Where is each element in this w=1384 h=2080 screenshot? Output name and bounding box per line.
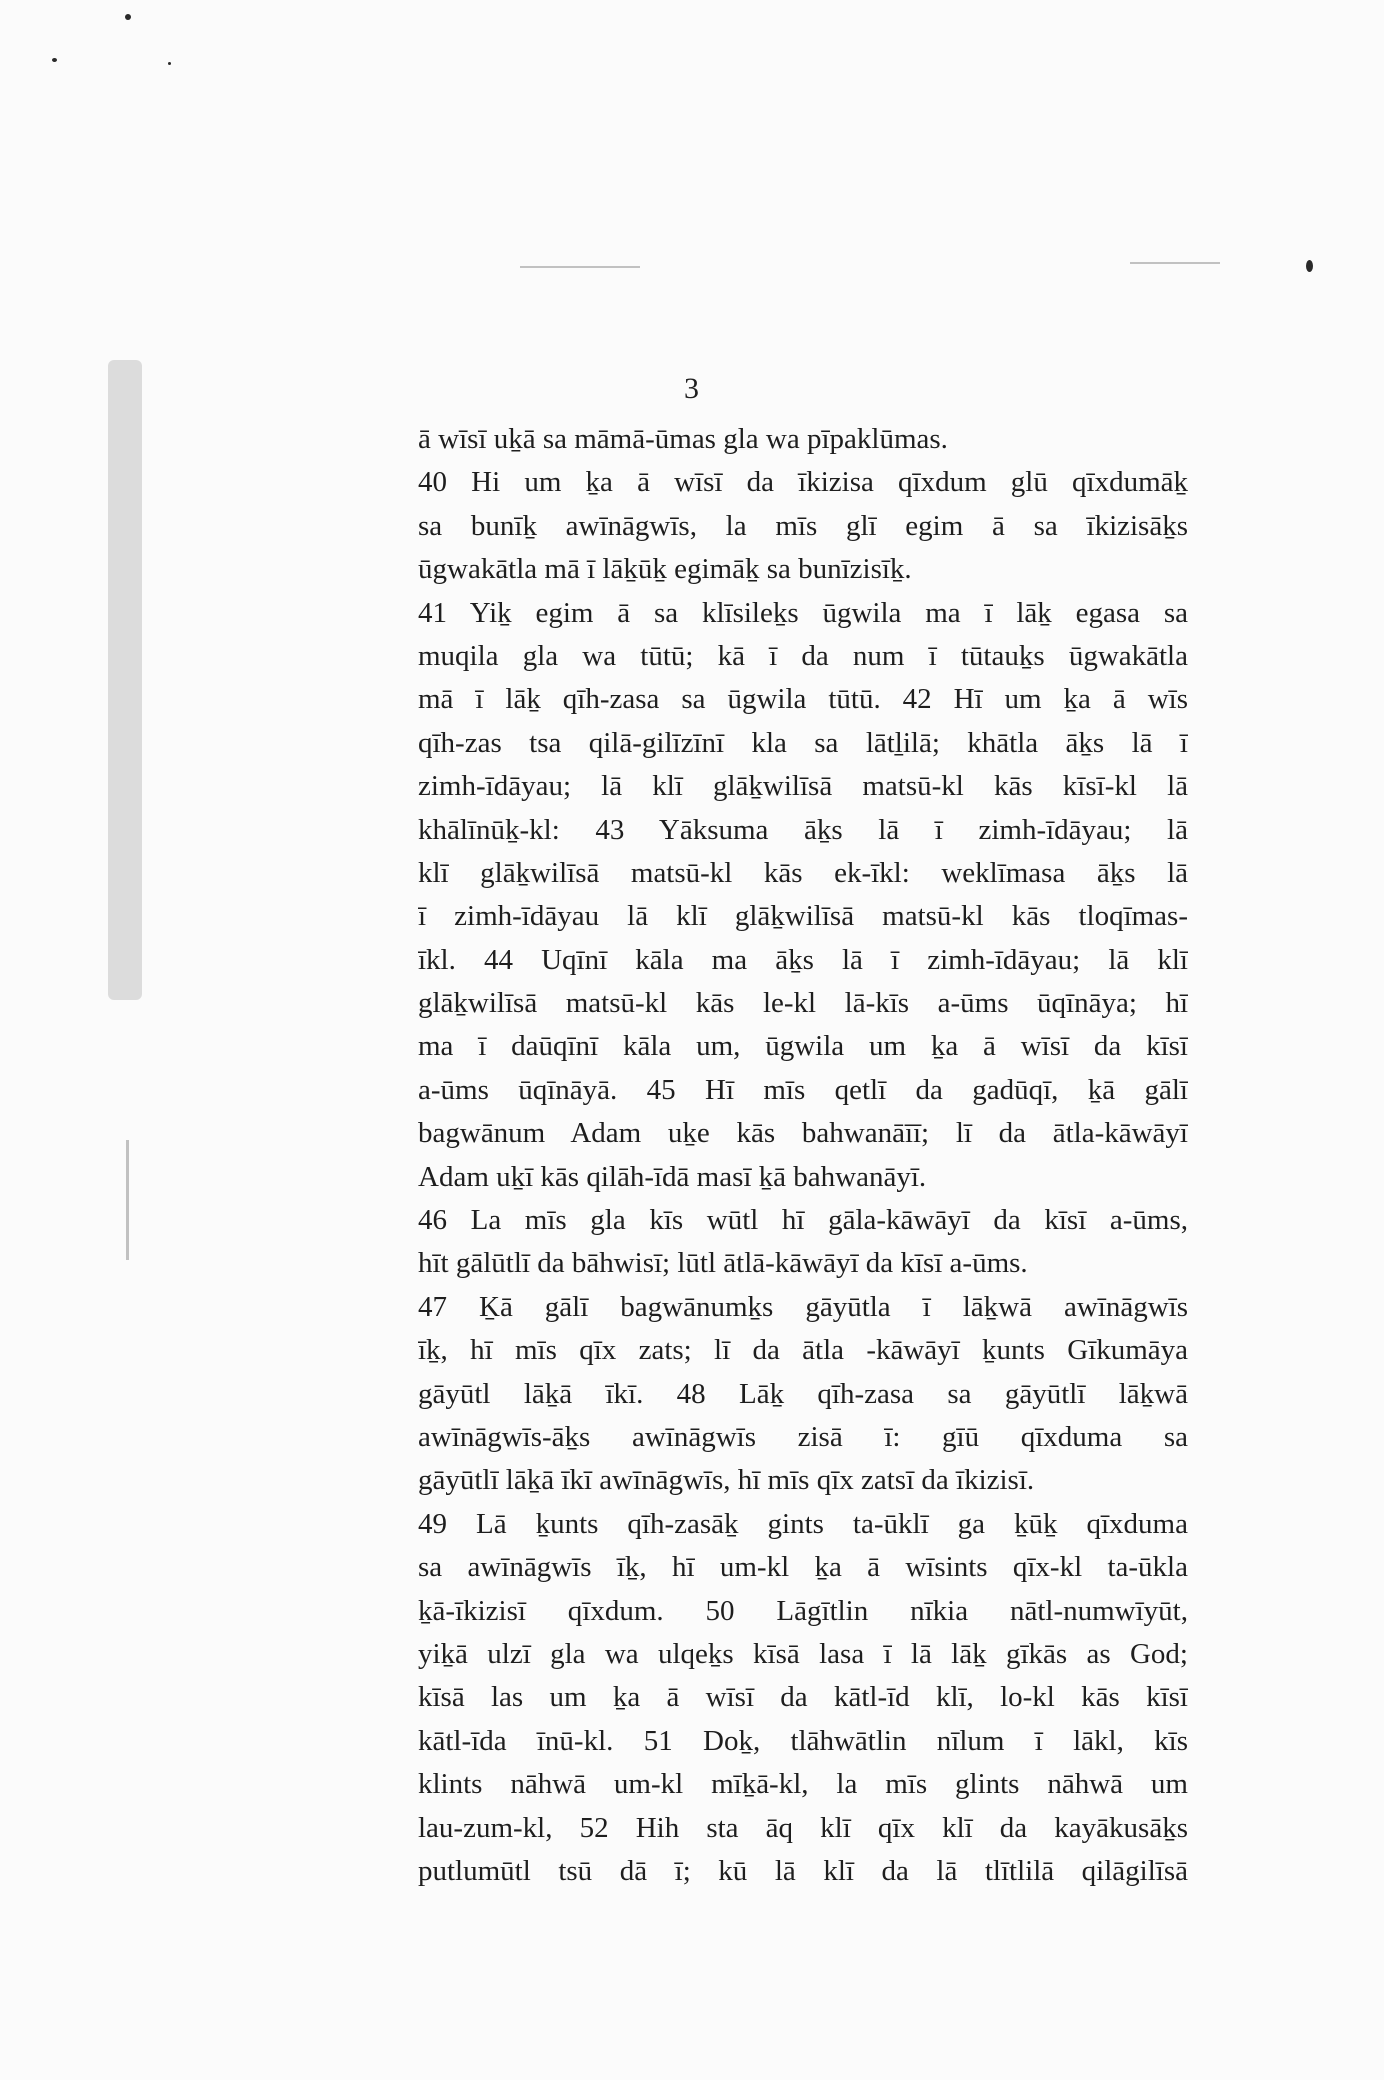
text-line: yiḵā ulzī gla wa ulqeḵs kīsā lasa ī lā lāḵ gīkās as God; (418, 1637, 1188, 1670)
scan-speck (125, 14, 131, 20)
text-line: gāyūtlī lāḵā īkī awīnāgwīs, hī mīs qīx zatsī da īkizisī. (418, 1464, 1035, 1497)
text-line: Adam uḵī kās qilāh-īdā masī ḵā bahwanāyī. (418, 1160, 927, 1193)
text-line: awīnāgwīs-āḵs awīnāgwīs zisā ī: gīū qīxduma sa (418, 1420, 1188, 1453)
text-line: īkl. 44 Uqīnī kāla ma āḵs lā ī zimh-īdāyau; lā klī (418, 943, 1188, 976)
text-line: ī zimh-īdāyau lā klī glāḵwilīsā matsū-kl kās tloqīmas- (418, 900, 1188, 933)
scan-edge-mark (520, 266, 640, 268)
scan-speck (168, 62, 171, 65)
text-line: ā wīsī uḵā sa māmā-ūmas gla wa pīpaklūmas. (418, 423, 948, 455)
text-line: īḵ, hī mīs qīx zats; lī da ātla -kāwāyī ḵunts Gīkumāya (418, 1334, 1188, 1367)
text-line: mā ī lāḵ qīh-zasa sa ūgwila tūtū. 42 Hī um ḵa ā wīs (418, 683, 1188, 716)
text-line: kātl-īda īnū-kl. 51 Doḵ, tlāhwātlin nīlum ī lākl, kīs (418, 1724, 1188, 1757)
scan-speck (52, 58, 57, 62)
text-line: zimh-īdāyau; lā klī glāḵwilīsā matsū-kl kās kīsī-kl lā (418, 770, 1188, 803)
text-line: putlumūtl tsū dā ī; kū lā klī da lā tlītlilā qilāgilīsā (418, 1854, 1188, 1887)
scan-edge-mark (1130, 262, 1220, 264)
text-line: 47 Ḵā gālī bagwānumḵs gāyūtla ī lāḵwā awīnāgwīs (418, 1290, 1188, 1323)
text-line: 49 Lā ḵunts qīh-zasāḵ gints ta-ūklī ga ḵūḵ qīxduma (418, 1507, 1188, 1540)
scan-edge-mark (126, 1140, 129, 1260)
text-line: hīt gālūtlī da bāhwisī; lūtl ātlā-kāwāyī da kīsī a-ūms. (418, 1247, 1028, 1280)
text-line: khālīnūḵ-kl: 43 Yāksuma āḵs lā ī zimh-īdāyau; lā (418, 813, 1188, 846)
scan-speck (1306, 260, 1313, 272)
text-line: bagwānum Adam uḵe kās bahwanāīī; lī da ātla-kāwāyī (418, 1117, 1188, 1150)
text-line: a-ūms ūqīnāyā. 45 Hī mīs qetlī da gadūqī, ḵā gālī (418, 1073, 1188, 1106)
text-line: ḵā-īkizisī qīxdum. 50 Lāgītlin nīkia nātl-numwīyūt, (418, 1594, 1188, 1627)
text-line: ma ī daūqīnī kāla um, ūgwila um ḵa ā wīsī da kīsī (418, 1030, 1188, 1063)
text-line: 41 Yiḵ egim ā sa klīsileḵs ūgwila ma ī lāḵ egasa sa (418, 596, 1188, 629)
text-line: glāḵwilīsā matsū-kl kās le-kl lā-kīs a-ūms ūqīnāya; hī (418, 987, 1188, 1020)
text-line: gāyūtl lāḵā īkī. 48 Lāḵ qīh-zasa sa gāyūtlī lāḵwā (418, 1377, 1188, 1410)
text-line: sa awīnāgwīs īḵ, hī um-kl ḵa ā wīsints qīx-kl ta-ūkla (418, 1551, 1188, 1584)
text-line: lau-zum-kl, 52 Hih sta āq klī qīx klī da kayākusāḵs (418, 1811, 1188, 1844)
scan-edge-mark (108, 360, 142, 1000)
page-number: 3 (684, 372, 700, 405)
text-line: 40 Hi um ḵa ā wīsī da īkizisa qīxdum glū qīxdumāḵ (418, 466, 1188, 499)
text-line: 46 La mīs gla kīs wūtl hī gāla-kāwāyī da kīsī a-ūms, (418, 1204, 1188, 1237)
text-line: kīsā las um ḵa ā wīsī da kātl-īd klī, lo-kl kās kīsī (418, 1681, 1188, 1714)
text-line: ūgwakātla mā ī lāḵūḵ egimāḵ sa bunīzisīḵ. (418, 553, 912, 586)
text-line: qīh-zas tsa qilā-gilīzīnī kla sa lātḻilā; khātla āḵs lā ī (418, 726, 1188, 759)
text-line: muqila gla wa tūtū; kā ī da num ī tūtauḵs ūgwakātla (418, 639, 1188, 672)
body-text (418, 418, 1188, 1893)
text-line: klints nāhwā um-kl mīḵā-kl, la mīs glints nāhwā um (418, 1768, 1188, 1801)
text-line: sa bunīḵ awīnāgwīs, la mīs glī egim ā sa īkizisāḵs (418, 509, 1188, 542)
text-line: klī glāḵwilīsā matsū-kl kās ek-īkl: weklīmasa āḵs lā (418, 856, 1188, 889)
